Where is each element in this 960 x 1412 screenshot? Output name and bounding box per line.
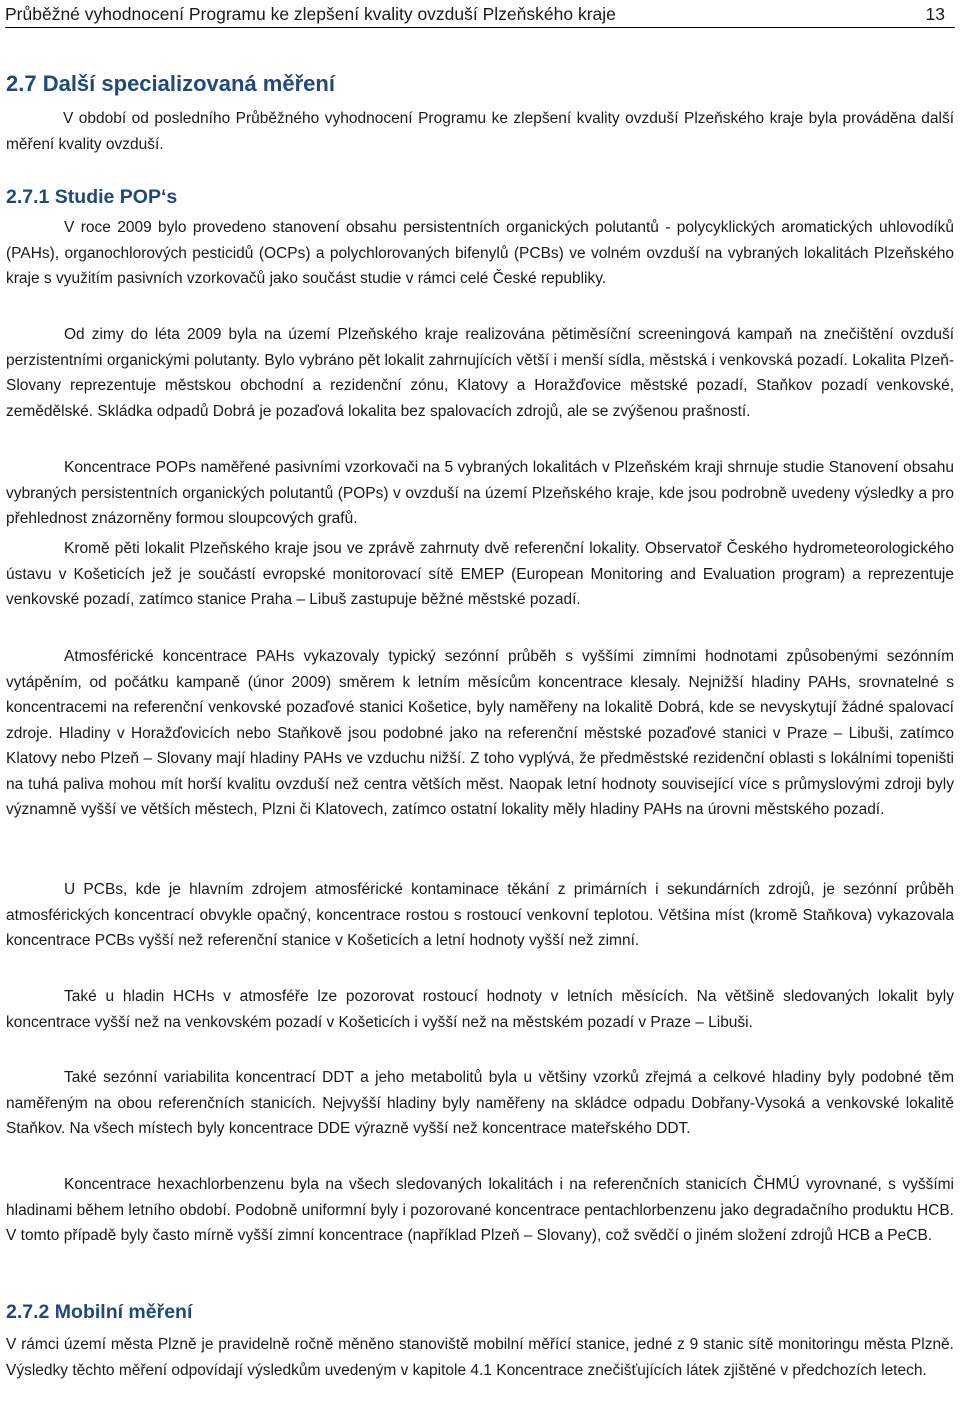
- paragraph-1: V roce 2009 bylo provedeno stanovení obsahu persistentních organických polutantů - polycyklických aromatických uhlovodíků (PAHs), organochlorových pesticidů (OCPs) a polychlorovaných bifenylů (PCBs) ve volném ovzduší na vybraných lokalitách Plzeňského kraje s využitím pasivních vzorkovačů jako součást studie v rámci celé České republiky.: [6, 219, 954, 287]
- section-intro: V období od posledního Průběžného vyhodnocení Programu ke zlepšení kvality ovzduší Plzeňského kraje byla prováděna další měření kvality ovzduší.: [6, 110, 954, 153]
- paragraph-4: Kromě pěti lokalit Plzeňského kraje jsou ve zprávě zahrnuty dvě referenční lokality. Observatoř Českého hydrometeorologického ústavu v Košeticích jež je součástí evropské monitorovací sítě EMEP (European Monitoring and Evaluation program) a reprezentuje venkovské pozadí, zatímco stanice Praha – Libuš zastupuje běžné městské pozadí.: [6, 540, 954, 608]
- paragraph-6: U PCBs, kde je hlavním zdrojem atmosférické kontaminace těkání z primárních i sekundárních zdrojů, je sezónní průběh atmosférických koncentrací obvykle opačný, koncentrace rostou s rostoucí venkovní teplotou. Většina míst (kromě Staňkova) vykazovala koncentrace PCBs vyšší než referenční stanice v Košeticích a letní hodnoty vyšší než zimní.: [6, 881, 954, 949]
- paragraph-2: Od zimy do léta 2009 byla na území Plzeňského kraje realizována pětiměsíční screeningová kampaň na znečištění ovzduší perzistentními organickými polutanty. Bylo vybráno pět lokalit zahrnujících větší i menší sídla, městská i venkovská pozadí. Lokalita Plzeň-Slovany reprezentuje městskou obchodní a rezidenční zónu, Klatovy a Horažďovice městské pozadí, Staňkov pozadí venkovské, zemědělské. Skládka odpadů Dobrá je pozaďová lokalita bez spalovacích zdrojů, ale se zvýšenou prašností.: [6, 326, 954, 420]
- paragraph-9: Koncentrace hexachlorbenzenu byla na všech sledovaných lokalitách i na referenčních stanicích ČHMÚ vyrovnané, s vyššími hladinami během letního období. Podobně uniformní byly i pozorované koncentrace pentachlorbenzenu jako degradačního produktu HCB. V tomto případě byly často mírně vyšší zimní koncentrace (například Plzeň – Slovany), což svědčí o jiném složení zdrojů HCB a PeCB.: [6, 1176, 954, 1244]
- header-title: Průběžné vyhodnocení Programu ke zlepšení kvality ovzduší Plzeňského kraje: [5, 4, 616, 24]
- subsection-heading-mobile: 2.7.2 Mobilní měření: [6, 1301, 193, 1323]
- page-number: 13: [925, 4, 945, 24]
- paragraph-8: Také sezónní variabilita koncentrací DDT a jeho metabolitů byla u většiny vzorků zřejmá a celkové hladiny byly podobné těm naměřeným na obou referenčních stanicích. Nejvyšší hladiny byly naměřeny na skládce odpadu Dobřany-Vysoká a venkovské lokalitě Staňkov. Na všech místech byly koncentrace DDE výrazně vyšší než koncentrace mateřského DDT.: [6, 1069, 954, 1137]
- paragraph-mobile: V rámci území města Plzně je pravidelně ročně měněno stanoviště mobilní měřící stanice, jedné z 9 stanic sítě monitoringu města Plzně. Výsledky těchto měření odpovídají výsledkům uvedeným v kapitole 4.1 Koncentrace znečišťujících látek zjištěné v předchozích letech.: [6, 1336, 954, 1379]
- running-header: [5, 3, 955, 28]
- paragraph-3: Koncentrace POPs naměřené pasivními vzorkovači na 5 vybraných lokalitách v Plzeňském kraji shrnuje studie Stanovení obsahu vybraných persistentních organických polutantů (POPs) v ovzduší na území Plzeňského kraje, kde jsou podrobně uvedeny výsledky a pro přehlednost znázorněny formou sloupcových grafů.: [6, 459, 954, 527]
- section-heading: 2.7 Další specializovaná měření: [6, 71, 335, 96]
- paragraph-7: Také u hladin HCHs v atmosféře lze pozorovat rostoucí hodnoty v letních měsících. Na většině sledovaných lokalit byly koncentrace vyšší než na venkovském pozadí v Košeticích i vyšší než na městském pozadí v Praze – Libuši.: [6, 988, 954, 1031]
- subsection-heading-pops: 2.7.1 Studie POP‘s: [6, 186, 178, 208]
- paragraph-5: Atmosférické koncentrace PAHs vykazovaly typický sezónní průběh s vyššími zimními hodnotami způsobenými sezónním vytápěním, od počátku kampaně (únor 2009) směrem k letním měsícům koncentrace klesaly. Nejnižší hladiny PAHs, srovnatelné s koncentracemi na referenční venkovské pozaďové stanici Košetice, byly naměřeny na lokalitě Dobrá, kde se nevyskytují žádné spalovací zdroje. Hladiny v Horažďovicích nebo Staňkově jsou podobné jako na referenční městské pozaďové stanici v Praze – Libuši, zatímco Klatovy nebo Plzeň – Slovany mají hladiny PAHs ve vzduchu nižší. Z toho vyplývá, že předměstské rezidenční oblasti s lokálními topeništi na tuhá paliva mohou mít horší kvalitu ovzduší než centra větších měst. Naopak letní hodnoty související více s průmyslovými zdroji byly významně vyšší ve větších městech, Plzni či Klatovech, zatímco ostatní lokality měly hladiny PAHs na úrovni městského pozadí.: [6, 648, 954, 818]
